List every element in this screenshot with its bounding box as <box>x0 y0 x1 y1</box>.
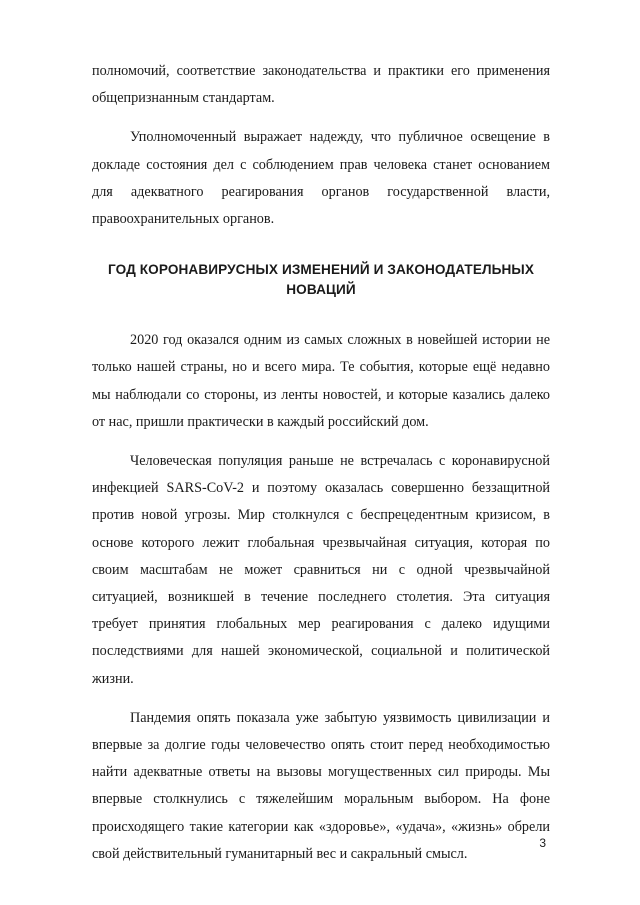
spacer <box>92 693 550 705</box>
paragraph-pandemic: Пандемия опять показала уже забытую уязвимость цивилизации и впервые за долгие годы человечество опять стоит перед необходимостью найти адекватные ответы на вызовы могущественных сил природы. Мы впервые столкнулись с тяжелейшим моральным выбором. На фоне происходящего такие категории как «здоровье», «удача», «жизнь» обрели свой действительный гуманитарный вес и сакральный смысл. <box>92 709 550 862</box>
paragraph-ombudsman-hope: Уполномоченный выражает надежду, что публичное освещение в докладе состояния дел с соблюдением прав человека станет основанием для адекватного реагирования органов государственной власти, правоохранительных органов. <box>92 129 550 228</box>
page-content <box>92 58 550 868</box>
spacer <box>92 300 550 327</box>
paragraph-2020-year: 2020 год оказался одним из самых сложных в новейшей истории не только нашей страны, но и всего мира. Те события, которые ещё недавно мы наблюдали со стороны, из ленты новостей, и которые казались далеко от нас, пришли практически в каждый российский дом. <box>92 332 550 430</box>
spacer <box>92 233 550 260</box>
spacer <box>92 436 550 448</box>
paragraph-continuation: полномочий, соответствие законодательства и практики его применения общепризнанным стандартам. <box>92 63 550 107</box>
paragraph-population: Человеческая популяция раньше не встречалась с коронавирусной инфекцией SARS-CoV-2 и поэтому оказалась совершенно беззащитной против новой угрозы. Мир столкнулся с беспрецедентным кризисом, в основе которого лежит глобальная чрезвычайная ситуация, которая по своим масштабам не может сравниться ни с одной чрезвычайной ситуацией, возникшей в течение последнего столетия. Эта ситуация требует принятия глобальных мер реагирования с далеко идущими последствиями для нашей экономической, социальной и политической жизни. <box>92 453 550 687</box>
section-heading: ГОД КОРОНАВИРУСНЫХ ИЗМЕНЕНИЙ И ЗАКОНОДАТЕЛЬНЫХ НОВАЦИЙ <box>107 262 535 298</box>
page-number: 3 <box>539 836 546 850</box>
spacer <box>92 112 550 124</box>
